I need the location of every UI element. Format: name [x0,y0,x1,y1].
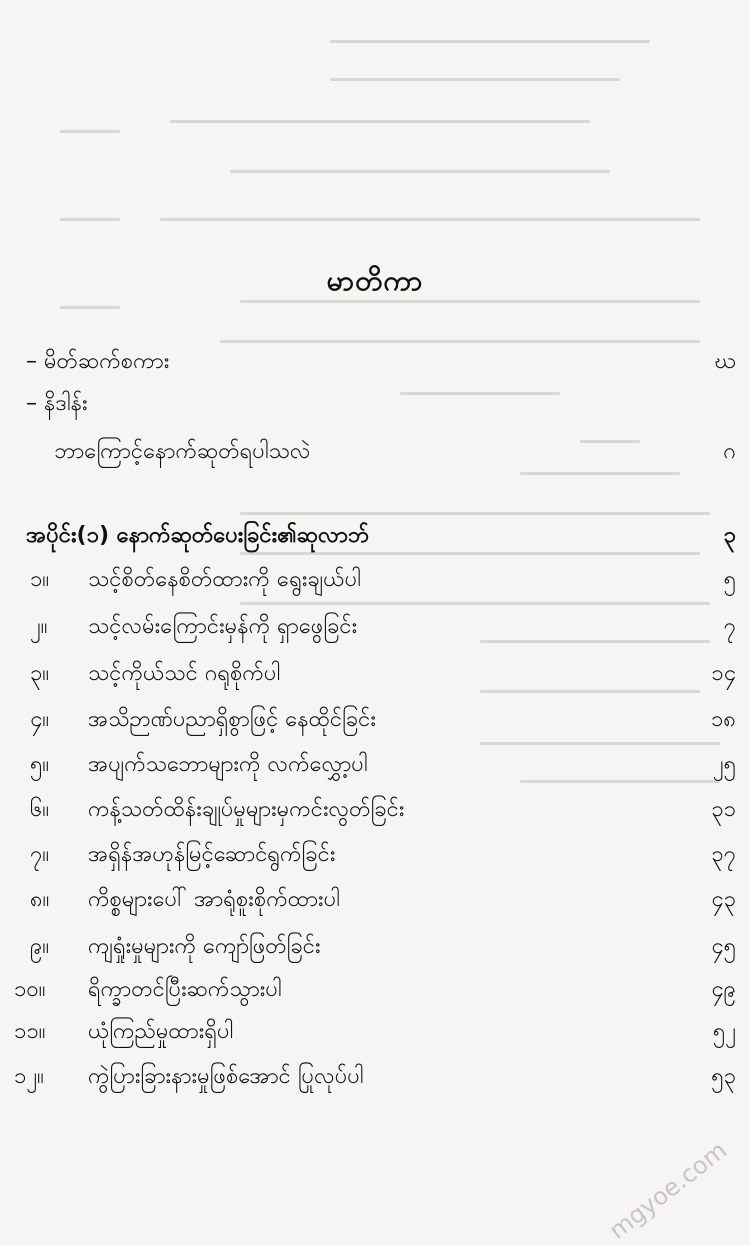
chapter-title: အပျက်သဘောများကို လက်လွှော့ပါ [88,752,368,777]
toc-entry-label: ဘာကြောင့်နောက်ဆုတ်ရပါသလဲ [54,439,311,464]
chapter-number: ၁။ [30,567,50,592]
chapter-number: ၈။ [30,887,50,912]
chapter-title: ကျရှုံးမှုများကို ကျော်ဖြတ်ခြင်း [88,934,321,959]
chapter-number: ၂။ [30,614,48,639]
chapter-page: ၁၄ [711,661,736,686]
chapter-title: သင့်လမ်းကြောင်းမှန်ကို ရှာဖွေခြင်း [88,614,358,639]
toc-entry-page: ဃ [714,349,736,374]
chapter-number: ၁၁။ [14,1019,46,1044]
chapter-number: ၇။ [30,842,50,867]
chapter-page: ၅ [723,567,736,592]
toc-part-label: အပိုင်း(၁) နောက်ဆုတ်ပေးခြင်း၏ဆုလာဘ် [26,523,369,548]
chapter-title: အရှိန်အဟုန်မြင့်ဆောင်ရွက်ခြင်း [88,842,336,867]
toc-chapter-2[interactable] [0,607,750,647]
chapter-number: ၅။ [30,752,50,777]
toc-chapter-1[interactable] [0,560,750,600]
toc-chapter-7[interactable] [0,835,750,875]
chapter-page: ၅၃ [711,1064,736,1089]
toc-chapter-10[interactable] [0,970,750,1010]
chapter-page: ၅၂ [712,1019,736,1044]
chapter-title: သင့်ကိုယ်သင် ဂရုစိုက်ပါ [88,661,281,686]
toc-entry-page: ဂ [723,439,736,464]
chapter-page: ၄၅ [711,934,736,959]
watermark: mgyoe.com [603,1135,732,1245]
chapter-title: ကွဲပြားခြားနားမှုဖြစ်အောင် ပြုလုပ်ပါ [88,1064,364,1089]
chapter-title: ယုံကြည်မှုထားရှိပါ [88,1019,234,1044]
chapter-title: ကိစ္စများပေါ် အာရုံစူးစိုက်ထားပါ [88,887,340,912]
toc-entry-label: – မိတ်ဆက်စကား [26,349,170,374]
toc-part-heading[interactable] [0,516,750,556]
chapter-title: သင့်စိတ်နေစိတ်ထားကို ရွေးချယ်ပါ [88,567,361,592]
chapter-number: ၃။ [30,661,50,686]
chapter-page: ၂၅ [712,752,736,777]
chapter-page: ၄၃ [711,887,736,912]
page-title: မာတိကာ [326,264,424,297]
toc-entry-introduction[interactable] [0,342,750,382]
chapter-number: ၁၂။ [14,1064,44,1089]
chapter-title: ရိက္ခာတင်ပြီးဆက်သွားပါ [88,977,282,1002]
chapter-title: ကန့်သတ်ထိန်းချုပ်မှုများမှကင်းလွတ်ခြင်း [88,797,405,822]
chapter-page: ၃၇ [711,842,736,867]
toc-chapter-6[interactable] [0,790,750,830]
toc-chapter-4[interactable] [0,700,750,740]
chapter-page: ၇ [723,614,736,639]
toc-chapter-3[interactable] [0,654,750,694]
chapter-number: ၁၀။ [14,977,46,1002]
chapter-number: ၉။ [30,934,50,959]
toc-chapter-11[interactable] [0,1012,750,1052]
chapter-page: ၁၈ [711,707,736,732]
toc-entry-why-retreat[interactable] [0,432,750,472]
chapter-number: ၆။ [30,797,50,822]
toc-entry-label: – နိဒါန်း [26,391,88,416]
chapter-page: ၃၁ [711,797,736,822]
toc-chapter-12[interactable] [0,1057,750,1097]
chapter-page: ၄၉ [711,977,736,1002]
chapter-title: အသိဉာဏ်ပညာရှိစွာဖြင့် နေထိုင်ခြင်း [88,707,376,732]
toc-entry-preface[interactable] [0,384,750,424]
toc-chapter-9[interactable] [0,927,750,967]
chapter-number: ၄။ [30,707,50,732]
toc-chapter-5[interactable] [0,745,750,785]
toc-part-page: ၃ [723,523,736,548]
toc-chapter-8[interactable] [0,880,750,920]
